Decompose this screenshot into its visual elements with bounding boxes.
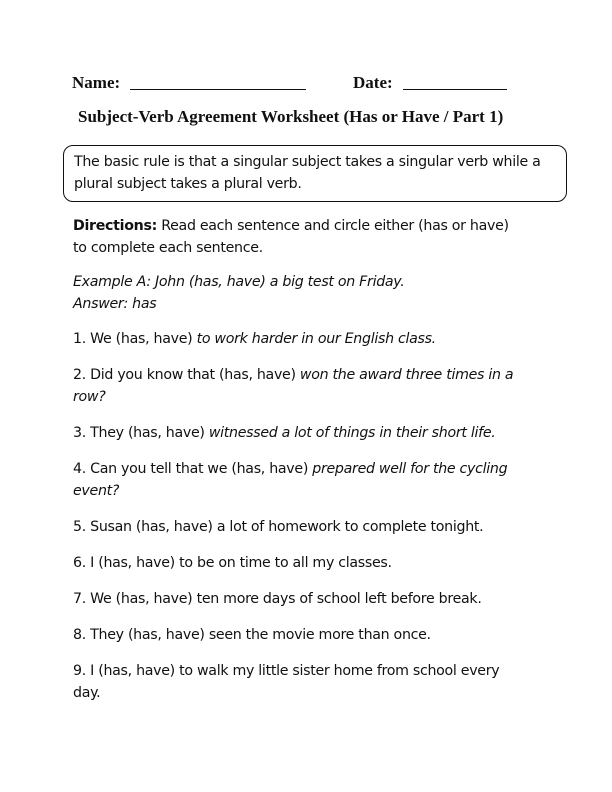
question-rest: ten more days of school left before break. xyxy=(196,591,482,607)
worksheet-title: Subject-Verb Agreement Worksheet (Has or Have / Part 1) xyxy=(78,107,504,126)
question-rest: seen the movie more than once. xyxy=(208,627,431,643)
question-rest: to walk my little sister home from school every xyxy=(179,663,500,679)
question-7 xyxy=(73,588,553,610)
question-prefix: 7. We (has, have) xyxy=(73,591,197,607)
name-label: Name: xyxy=(72,73,121,92)
directions-label: Directions: xyxy=(73,218,157,234)
question-rest: won the award three times in a xyxy=(299,367,514,383)
question-prefix: 4. Can you tell that we (has, have) xyxy=(73,461,313,477)
question-rest-line-2: row? xyxy=(73,389,106,405)
directions-line-1: Read each sentence and circle either (has or have) xyxy=(161,218,509,234)
question-3 xyxy=(73,422,553,444)
rule-box xyxy=(63,145,567,202)
question-rest-line-2: event? xyxy=(73,483,120,499)
rule-text: The basic rule is that a singular subject takes a singular verb while a plural subject takes a plural verb. xyxy=(74,154,541,192)
question-rest: to be on time to all my classes. xyxy=(179,555,392,571)
question-prefix: 6. I (has, have) xyxy=(73,555,180,571)
question-prefix: 2. Did you know that (has, have) xyxy=(73,367,300,383)
question-rest: to work harder in our English class. xyxy=(196,331,436,347)
question-2 xyxy=(73,364,553,408)
example xyxy=(73,271,553,315)
question-5 xyxy=(73,516,553,538)
question-rest: prepared well for the cycling xyxy=(312,461,508,477)
name-blank-line[interactable] xyxy=(130,89,306,90)
date-blank-line[interactable] xyxy=(403,89,507,90)
question-prefix: 5. Susan (has, have) xyxy=(73,519,217,535)
date-label: Date: xyxy=(353,73,393,92)
question-8 xyxy=(73,624,553,646)
question-4 xyxy=(73,458,553,502)
question-9 xyxy=(73,660,553,704)
question-prefix: 1. We (has, have) xyxy=(73,331,197,347)
question-rest: witnessed a lot of things in their short life. xyxy=(208,425,496,441)
directions xyxy=(73,215,553,259)
question-prefix: 9. I (has, have) xyxy=(73,663,180,679)
example-sentence: Example A: John (has, have) a big test on Friday. xyxy=(73,274,405,290)
question-prefix: 3. They (has, have) xyxy=(73,425,209,441)
question-prefix: 8. They (has, have) xyxy=(73,627,209,643)
question-1 xyxy=(73,328,553,350)
directions-line-2: to complete each sentence. xyxy=(73,240,263,256)
example-answer: Answer: has xyxy=(73,296,157,312)
question-rest-line-2: day. xyxy=(73,685,101,701)
question-6 xyxy=(73,552,553,574)
question-rest: a lot of homework to complete tonight. xyxy=(216,519,484,535)
